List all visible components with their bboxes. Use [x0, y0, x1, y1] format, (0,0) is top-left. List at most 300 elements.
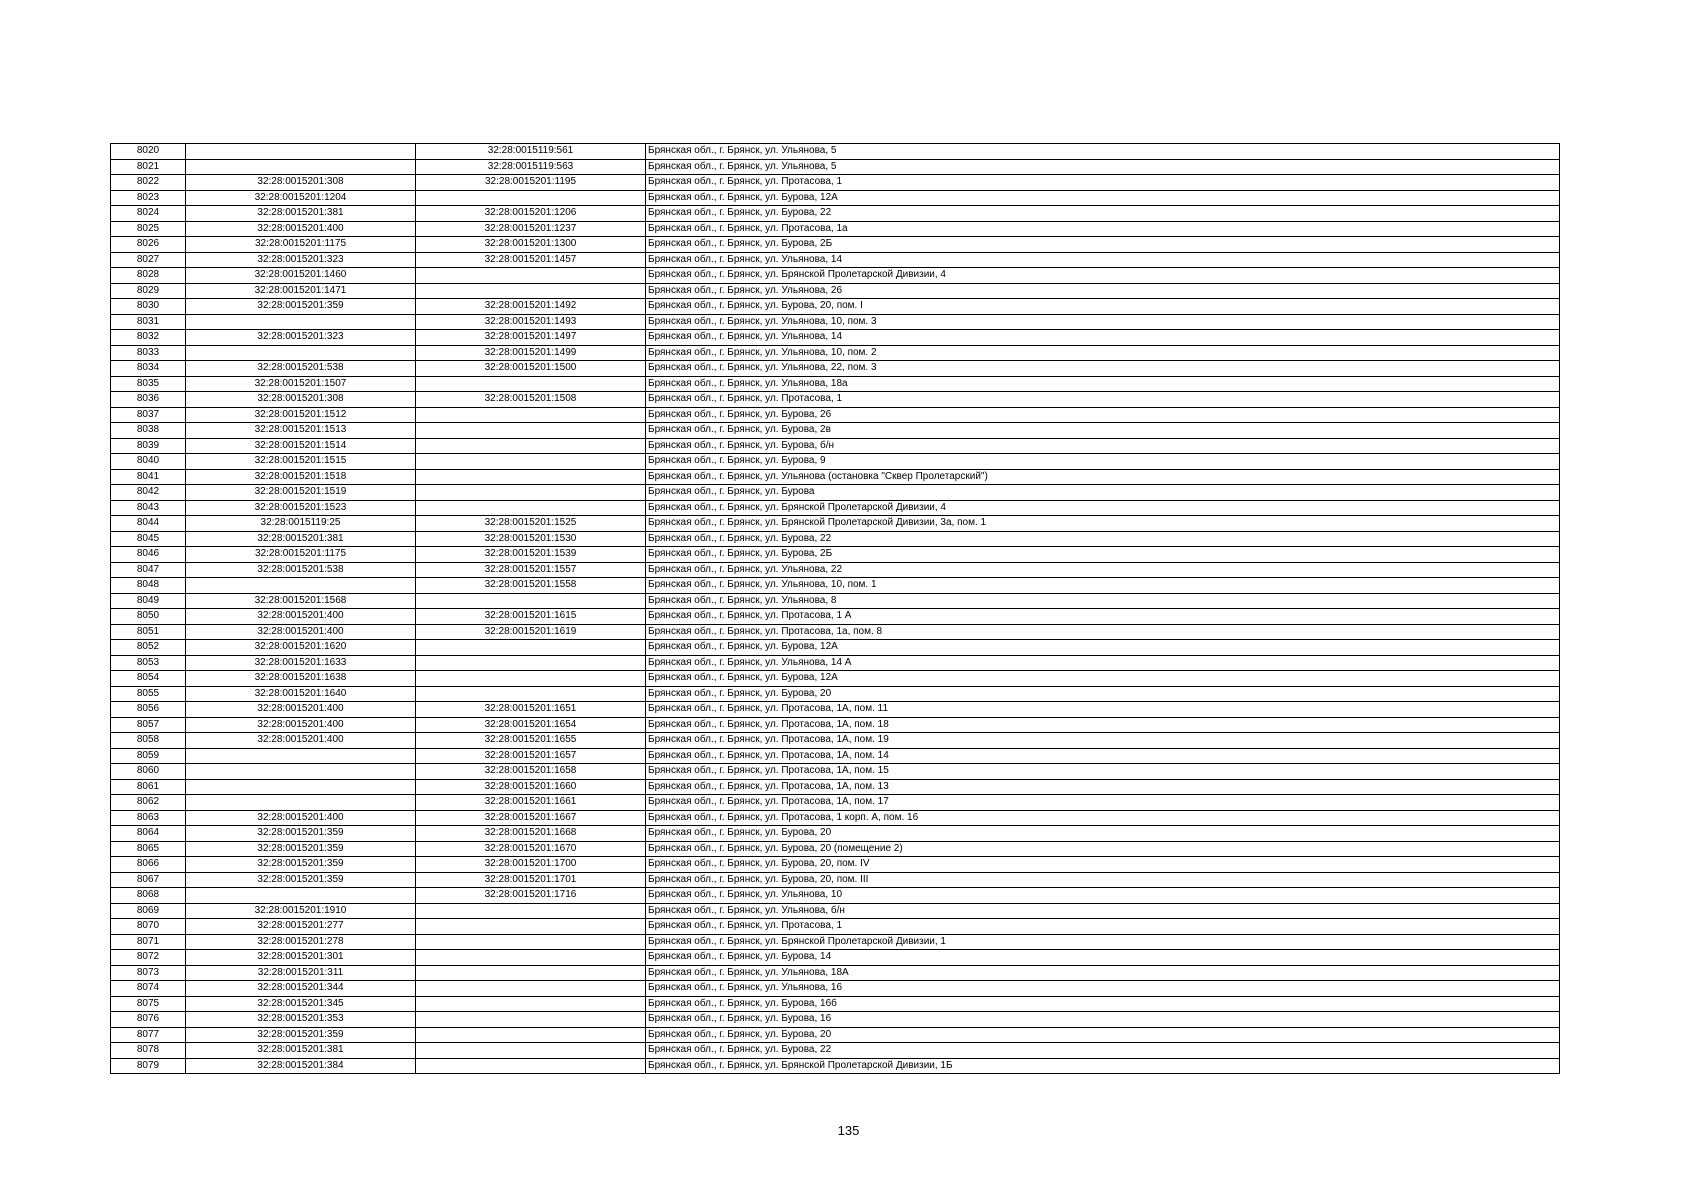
parent-cadastral-number-cell: 32:28:0015119:25 [186, 516, 416, 532]
row-number-cell: 8053 [111, 655, 186, 671]
cadastral-number-cell [416, 283, 646, 299]
table-row [111, 1043, 1560, 1059]
table-row [111, 609, 1560, 625]
table-row [111, 702, 1560, 718]
cadastral-number-cell: 32:28:0015201:1300 [416, 237, 646, 253]
row-number-cell: 8031 [111, 314, 186, 330]
parent-cadastral-number-cell: 32:28:0015201:1507 [186, 376, 416, 392]
address-cell: Брянская обл., г. Брянск, ул. Бурова, 20 [646, 826, 1560, 842]
parent-cadastral-number-cell: 32:28:0015201:1568 [186, 593, 416, 609]
row-number-cell: 8021 [111, 159, 186, 175]
address-cell: Брянская обл., г. Брянск, ул. Бурова, 2в [646, 423, 1560, 439]
address-cell: Брянская обл., г. Брянск, ул. Бурова, 16 [646, 1012, 1560, 1028]
address-cell: Брянская обл., г. Брянск, ул. Ульянова, 10, пом. 2 [646, 345, 1560, 361]
table-row [111, 841, 1560, 857]
parent-cadastral-number-cell [186, 748, 416, 764]
table-row [111, 950, 1560, 966]
cadastral-number-cell: 32:28:0015201:1497 [416, 330, 646, 346]
row-number-cell: 8068 [111, 888, 186, 904]
table-row [111, 376, 1560, 392]
row-number-cell: 8042 [111, 485, 186, 501]
cadastral-number-cell: 32:28:0015201:1557 [416, 562, 646, 578]
cadastral-number-cell: 32:28:0015201:1661 [416, 795, 646, 811]
address-cell: Брянская обл., г. Брянск, ул. Брянской Пролетарской Дивизии, 1Б [646, 1058, 1560, 1074]
address-cell: Брянская обл., г. Брянск, ул. Бурова, 12А [646, 190, 1560, 206]
cadastral-number-cell [416, 655, 646, 671]
parent-cadastral-number-cell: 32:28:0015201:359 [186, 841, 416, 857]
table-row [111, 1012, 1560, 1028]
cadastral-number-cell [416, 376, 646, 392]
row-number-cell: 8051 [111, 624, 186, 640]
row-number-cell: 8032 [111, 330, 186, 346]
parent-cadastral-number-cell: 32:28:0015201:1512 [186, 407, 416, 423]
row-number-cell: 8077 [111, 1027, 186, 1043]
address-cell: Брянская обл., г. Брянск, ул. Бурова, 2Б [646, 547, 1560, 563]
address-cell: Брянская обл., г. Брянск, ул. Брянской Пролетарской Дивизии, 3а, пом. 1 [646, 516, 1560, 532]
table-row [111, 919, 1560, 935]
cadastral-number-cell: 32:28:0015201:1492 [416, 299, 646, 315]
table-row [111, 996, 1560, 1012]
address-cell: Брянская обл., г. Брянск, ул. Бурова, 12А [646, 640, 1560, 656]
registry-table-body [111, 144, 1560, 1074]
parent-cadastral-number-cell: 32:28:0015201:400 [186, 624, 416, 640]
address-cell: Брянская обл., г. Брянск, ул. Ульянова, 18а [646, 376, 1560, 392]
parent-cadastral-number-cell: 32:28:0015201:1523 [186, 500, 416, 516]
row-number-cell: 8064 [111, 826, 186, 842]
cadastral-number-cell: 32:28:0015201:1619 [416, 624, 646, 640]
table-row [111, 857, 1560, 873]
parent-cadastral-number-cell: 32:28:0015201:323 [186, 330, 416, 346]
row-number-cell: 8071 [111, 934, 186, 950]
table-row [111, 562, 1560, 578]
cadastral-number-cell [416, 407, 646, 423]
table-row [111, 407, 1560, 423]
address-cell: Брянская обл., г. Брянск, ул. Ульянова, 5 [646, 159, 1560, 175]
parent-cadastral-number-cell [186, 795, 416, 811]
table-row [111, 717, 1560, 733]
cadastral-number-cell [416, 454, 646, 470]
cadastral-number-cell: 32:28:0015201:1499 [416, 345, 646, 361]
cadastral-number-cell [416, 934, 646, 950]
row-number-cell: 8052 [111, 640, 186, 656]
cadastral-number-cell: 32:28:0015201:1493 [416, 314, 646, 330]
parent-cadastral-number-cell: 32:28:0015201:359 [186, 299, 416, 315]
row-number-cell: 8020 [111, 144, 186, 160]
address-cell: Брянская обл., г. Брянск, ул. Бурова, 26 [646, 407, 1560, 423]
cadastral-number-cell: 32:28:0015201:1237 [416, 221, 646, 237]
cadastral-number-cell [416, 1043, 646, 1059]
cadastral-number-cell [416, 1027, 646, 1043]
cadastral-number-cell [416, 671, 646, 687]
table-row [111, 810, 1560, 826]
cadastral-number-cell: 32:28:0015201:1668 [416, 826, 646, 842]
row-number-cell: 8067 [111, 872, 186, 888]
address-cell: Брянская обл., г. Брянск, ул. Бурова, 16б [646, 996, 1560, 1012]
address-cell: Брянская обл., г. Брянск, ул. Бурова, 22 [646, 1043, 1560, 1059]
cadastral-number-cell: 32:28:0015201:1716 [416, 888, 646, 904]
row-number-cell: 8029 [111, 283, 186, 299]
table-row [111, 733, 1560, 749]
parent-cadastral-number-cell [186, 159, 416, 175]
address-cell: Брянская обл., г. Брянск, ул. Протасова, 1А, пом. 15 [646, 764, 1560, 780]
parent-cadastral-number-cell: 32:28:0015201:400 [186, 221, 416, 237]
table-row [111, 392, 1560, 408]
table-row [111, 221, 1560, 237]
address-cell: Брянская обл., г. Брянск, ул. Протасова, 1 [646, 919, 1560, 935]
cadastral-number-cell [416, 1012, 646, 1028]
row-number-cell: 8055 [111, 686, 186, 702]
table-row [111, 578, 1560, 594]
row-number-cell: 8061 [111, 779, 186, 795]
row-number-cell: 8070 [111, 919, 186, 935]
address-cell: Брянская обл., г. Брянск, ул. Протасова, 1А, пом. 11 [646, 702, 1560, 718]
parent-cadastral-number-cell: 32:28:0015201:359 [186, 826, 416, 842]
parent-cadastral-number-cell [186, 779, 416, 795]
cadastral-number-cell [416, 919, 646, 935]
address-cell: Брянская обл., г. Брянск, ул. Бурова, 20, пом. III [646, 872, 1560, 888]
address-cell: Брянская обл., г. Брянск, ул. Бурова, 20, пом. IV [646, 857, 1560, 873]
table-row [111, 1058, 1560, 1074]
parent-cadastral-number-cell [186, 314, 416, 330]
row-number-cell: 8050 [111, 609, 186, 625]
parent-cadastral-number-cell: 32:28:0015201:400 [186, 609, 416, 625]
row-number-cell: 8030 [111, 299, 186, 315]
cadastral-number-cell: 32:28:0015201:1558 [416, 578, 646, 594]
row-number-cell: 8035 [111, 376, 186, 392]
cadastral-number-cell: 32:28:0015201:1651 [416, 702, 646, 718]
table-row [111, 190, 1560, 206]
address-cell: Брянская обл., г. Брянск, ул. Бурова, 20 [646, 686, 1560, 702]
cadastral-number-cell: 32:28:0015201:1657 [416, 748, 646, 764]
address-cell: Брянская обл., г. Брянск, ул. Ульянова, 8 [646, 593, 1560, 609]
row-number-cell: 8040 [111, 454, 186, 470]
cadastral-number-cell: 32:28:0015119:563 [416, 159, 646, 175]
cadastral-number-cell: 32:28:0015201:1195 [416, 175, 646, 191]
parent-cadastral-number-cell: 32:28:0015201:308 [186, 392, 416, 408]
row-number-cell: 8078 [111, 1043, 186, 1059]
row-number-cell: 8025 [111, 221, 186, 237]
parent-cadastral-number-cell: 32:28:0015201:381 [186, 1043, 416, 1059]
address-cell: Брянская обл., г. Брянск, ул. Ульянова, 14 [646, 330, 1560, 346]
address-cell: Брянская обл., г. Брянск, ул. Ульянова, 22, пом. 3 [646, 361, 1560, 377]
cadastral-number-cell [416, 469, 646, 485]
row-number-cell: 8049 [111, 593, 186, 609]
row-number-cell: 8047 [111, 562, 186, 578]
address-cell: Брянская обл., г. Брянск, ул. Бурова, 20, пом. I [646, 299, 1560, 315]
table-row [111, 314, 1560, 330]
parent-cadastral-number-cell: 32:28:0015201:277 [186, 919, 416, 935]
address-cell: Брянская обл., г. Брянск, ул. Ульянова, 10, пом. 3 [646, 314, 1560, 330]
parent-cadastral-number-cell: 32:28:0015201:345 [186, 996, 416, 1012]
cadastral-number-cell [416, 965, 646, 981]
row-number-cell: 8073 [111, 965, 186, 981]
row-number-cell: 8060 [111, 764, 186, 780]
address-cell: Брянская обл., г. Брянск, ул. Ульянова, б/н [646, 903, 1560, 919]
address-cell: Брянская обл., г. Брянск, ул. Протасова, 1 [646, 392, 1560, 408]
table-row [111, 144, 1560, 160]
parent-cadastral-number-cell: 32:28:0015201:1514 [186, 438, 416, 454]
parent-cadastral-number-cell: 32:28:0015201:1518 [186, 469, 416, 485]
parent-cadastral-number-cell: 32:28:0015201:384 [186, 1058, 416, 1074]
row-number-cell: 8044 [111, 516, 186, 532]
parent-cadastral-number-cell: 32:28:0015201:301 [186, 950, 416, 966]
parent-cadastral-number-cell: 32:28:0015201:400 [186, 717, 416, 733]
table-row [111, 593, 1560, 609]
table-row [111, 1027, 1560, 1043]
address-cell: Брянская обл., г. Брянск, ул. Брянской Пролетарской Дивизии, 4 [646, 268, 1560, 284]
parent-cadastral-number-cell [186, 888, 416, 904]
cadastral-number-cell [416, 996, 646, 1012]
address-cell: Брянская обл., г. Брянск, ул. Бурова, 14 [646, 950, 1560, 966]
cadastral-number-cell: 32:28:0015201:1658 [416, 764, 646, 780]
address-cell: Брянская обл., г. Брянск, ул. Ульянова, 16 [646, 981, 1560, 997]
parent-cadastral-number-cell: 32:28:0015201:1515 [186, 454, 416, 470]
address-cell: Брянская обл., г. Брянск, ул. Бурова, 2Б [646, 237, 1560, 253]
row-number-cell: 8036 [111, 392, 186, 408]
parent-cadastral-number-cell: 32:28:0015201:323 [186, 252, 416, 268]
cadastral-number-cell: 32:28:0015201:1701 [416, 872, 646, 888]
row-number-cell: 8063 [111, 810, 186, 826]
table-row [111, 361, 1560, 377]
parent-cadastral-number-cell: 32:28:0015201:400 [186, 810, 416, 826]
row-number-cell: 8048 [111, 578, 186, 594]
cadastral-number-cell: 32:28:0015201:1615 [416, 609, 646, 625]
row-number-cell: 8027 [111, 252, 186, 268]
table-row [111, 764, 1560, 780]
parent-cadastral-number-cell: 32:28:0015201:1519 [186, 485, 416, 501]
table-row [111, 640, 1560, 656]
row-number-cell: 8045 [111, 531, 186, 547]
table-row [111, 423, 1560, 439]
address-cell: Брянская обл., г. Брянск, ул. Протасова, 1 [646, 175, 1560, 191]
registry-table [110, 143, 1560, 1074]
table-row [111, 655, 1560, 671]
parent-cadastral-number-cell: 32:28:0015201:1638 [186, 671, 416, 687]
parent-cadastral-number-cell: 32:28:0015201:1204 [186, 190, 416, 206]
row-number-cell: 8074 [111, 981, 186, 997]
parent-cadastral-number-cell [186, 345, 416, 361]
parent-cadastral-number-cell: 32:28:0015201:278 [186, 934, 416, 950]
cadastral-number-cell: 32:28:0015201:1654 [416, 717, 646, 733]
cadastral-number-cell: 32:28:0015119:561 [416, 144, 646, 160]
row-number-cell: 8023 [111, 190, 186, 206]
parent-cadastral-number-cell: 32:28:0015201:381 [186, 531, 416, 547]
cadastral-number-cell [416, 438, 646, 454]
table-row [111, 965, 1560, 981]
parent-cadastral-number-cell: 32:28:0015201:1175 [186, 237, 416, 253]
table-row [111, 547, 1560, 563]
table-row [111, 671, 1560, 687]
table-row [111, 469, 1560, 485]
table-row [111, 454, 1560, 470]
parent-cadastral-number-cell: 32:28:0015201:359 [186, 857, 416, 873]
parent-cadastral-number-cell: 32:28:0015201:311 [186, 965, 416, 981]
table-row [111, 283, 1560, 299]
parent-cadastral-number-cell: 32:28:0015201:381 [186, 206, 416, 222]
address-cell: Брянская обл., г. Брянск, ул. Протасова, 1а, пом. 8 [646, 624, 1560, 640]
table-row [111, 268, 1560, 284]
row-number-cell: 8056 [111, 702, 186, 718]
parent-cadastral-number-cell: 32:28:0015201:1460 [186, 268, 416, 284]
table-row [111, 686, 1560, 702]
address-cell: Брянская обл., г. Брянск, ул. Бурова [646, 485, 1560, 501]
row-number-cell: 8033 [111, 345, 186, 361]
row-number-cell: 8075 [111, 996, 186, 1012]
cadastral-number-cell [416, 981, 646, 997]
row-number-cell: 8038 [111, 423, 186, 439]
parent-cadastral-number-cell [186, 764, 416, 780]
address-cell: Брянская обл., г. Брянск, ул. Протасова, 1 корп. А, пом. 16 [646, 810, 1560, 826]
cadastral-number-cell: 32:28:0015201:1525 [416, 516, 646, 532]
table-row [111, 485, 1560, 501]
row-number-cell: 8022 [111, 175, 186, 191]
parent-cadastral-number-cell [186, 578, 416, 594]
address-cell: Брянская обл., г. Брянск, ул. Протасова, 1А, пом. 17 [646, 795, 1560, 811]
address-cell: Брянская обл., г. Брянск, ул. Протасова, 1А, пом. 14 [646, 748, 1560, 764]
row-number-cell: 8043 [111, 500, 186, 516]
table-row [111, 624, 1560, 640]
cadastral-number-cell: 32:28:0015201:1667 [416, 810, 646, 826]
row-number-cell: 8026 [111, 237, 186, 253]
row-number-cell: 8069 [111, 903, 186, 919]
table-row [111, 872, 1560, 888]
address-cell: Брянская обл., г. Брянск, ул. Бурова, 22 [646, 531, 1560, 547]
table-row [111, 237, 1560, 253]
parent-cadastral-number-cell: 32:28:0015201:359 [186, 872, 416, 888]
parent-cadastral-number-cell: 32:28:0015201:400 [186, 733, 416, 749]
cadastral-number-cell: 32:28:0015201:1508 [416, 392, 646, 408]
parent-cadastral-number-cell [186, 144, 416, 160]
row-number-cell: 8066 [111, 857, 186, 873]
parent-cadastral-number-cell: 32:28:0015201:1471 [186, 283, 416, 299]
cadastral-number-cell [416, 593, 646, 609]
table-row [111, 779, 1560, 795]
cadastral-number-cell [416, 903, 646, 919]
row-number-cell: 8062 [111, 795, 186, 811]
table-row [111, 252, 1560, 268]
cadastral-number-cell: 32:28:0015201:1539 [416, 547, 646, 563]
row-number-cell: 8041 [111, 469, 186, 485]
address-cell: Брянская обл., г. Брянск, ул. Бурова, 20 [646, 1027, 1560, 1043]
table-row [111, 516, 1560, 532]
address-cell: Брянская обл., г. Брянск, ул. Брянской Пролетарской Дивизии, 4 [646, 500, 1560, 516]
table-row [111, 500, 1560, 516]
parent-cadastral-number-cell: 32:28:0015201:400 [186, 702, 416, 718]
cadastral-number-cell: 32:28:0015201:1655 [416, 733, 646, 749]
parent-cadastral-number-cell: 32:28:0015201:344 [186, 981, 416, 997]
address-cell: Брянская обл., г. Брянск, ул. Протасова, 1А, пом. 19 [646, 733, 1560, 749]
table-row [111, 175, 1560, 191]
address-cell: Брянская обл., г. Брянск, ул. Протасова, 1А, пом. 18 [646, 717, 1560, 733]
parent-cadastral-number-cell: 32:28:0015201:1640 [186, 686, 416, 702]
row-number-cell: 8024 [111, 206, 186, 222]
cadastral-number-cell: 32:28:0015201:1500 [416, 361, 646, 377]
address-cell: Брянская обл., г. Брянск, ул. Ульянова, 5 [646, 144, 1560, 160]
cadastral-number-cell [416, 485, 646, 501]
row-number-cell: 8046 [111, 547, 186, 563]
parent-cadastral-number-cell: 32:28:0015201:1175 [186, 547, 416, 563]
cadastral-number-cell [416, 686, 646, 702]
row-number-cell: 8028 [111, 268, 186, 284]
cadastral-number-cell: 32:28:0015201:1206 [416, 206, 646, 222]
table-row [111, 981, 1560, 997]
cadastral-number-cell [416, 640, 646, 656]
address-cell: Брянская обл., г. Брянск, ул. Ульянова, 14 [646, 252, 1560, 268]
parent-cadastral-number-cell: 32:28:0015201:1633 [186, 655, 416, 671]
cadastral-number-cell: 32:28:0015201:1457 [416, 252, 646, 268]
table-row [111, 888, 1560, 904]
row-number-cell: 8058 [111, 733, 186, 749]
parent-cadastral-number-cell: 32:28:0015201:538 [186, 562, 416, 578]
parent-cadastral-number-cell: 32:28:0015201:1513 [186, 423, 416, 439]
table-row [111, 159, 1560, 175]
cadastral-number-cell [416, 1058, 646, 1074]
parent-cadastral-number-cell: 32:28:0015201:1620 [186, 640, 416, 656]
page-number: 135 [837, 1123, 860, 1138]
table-row [111, 826, 1560, 842]
address-cell: Брянская обл., г. Брянск, ул. Ульянова, 22 [646, 562, 1560, 578]
address-cell: Брянская обл., г. Брянск, ул. Ульянова, 18А [646, 965, 1560, 981]
address-cell: Брянская обл., г. Брянск, ул. Ульянова, 26 [646, 283, 1560, 299]
table-row [111, 206, 1560, 222]
row-number-cell: 8065 [111, 841, 186, 857]
address-cell: Брянская обл., г. Брянск, ул. Протасова, 1а [646, 221, 1560, 237]
table-row [111, 903, 1560, 919]
table-row [111, 934, 1560, 950]
table-row [111, 345, 1560, 361]
address-cell: Брянская обл., г. Брянск, ул. Ульянова (остановка "Сквер Пролетарский") [646, 469, 1560, 485]
address-cell: Брянская обл., г. Брянск, ул. Ульянова, 10 [646, 888, 1560, 904]
address-cell: Брянская обл., г. Брянск, ул. Протасова, 1 А [646, 609, 1560, 625]
row-number-cell: 8037 [111, 407, 186, 423]
address-cell: Брянская обл., г. Брянск, ул. Ульянова, 10, пом. 1 [646, 578, 1560, 594]
parent-cadastral-number-cell: 32:28:0015201:308 [186, 175, 416, 191]
row-number-cell: 8039 [111, 438, 186, 454]
row-number-cell: 8034 [111, 361, 186, 377]
cadastral-number-cell [416, 268, 646, 284]
table-row [111, 299, 1560, 315]
address-cell: Брянская обл., г. Брянск, ул. Бурова, 22 [646, 206, 1560, 222]
address-cell: Брянская обл., г. Брянск, ул. Бурова, 12А [646, 671, 1560, 687]
row-number-cell: 8076 [111, 1012, 186, 1028]
row-number-cell: 8072 [111, 950, 186, 966]
table-row [111, 531, 1560, 547]
cadastral-number-cell: 32:28:0015201:1530 [416, 531, 646, 547]
table-row [111, 795, 1560, 811]
parent-cadastral-number-cell: 32:28:0015201:359 [186, 1027, 416, 1043]
table-row [111, 748, 1560, 764]
cadastral-number-cell: 32:28:0015201:1700 [416, 857, 646, 873]
cadastral-number-cell: 32:28:0015201:1660 [416, 779, 646, 795]
cadastral-number-cell [416, 190, 646, 206]
address-cell: Брянская обл., г. Брянск, ул. Бурова, б/н [646, 438, 1560, 454]
table-row [111, 438, 1560, 454]
address-cell: Брянская обл., г. Брянск, ул. Бурова, 9 [646, 454, 1560, 470]
parent-cadastral-number-cell: 32:28:0015201:353 [186, 1012, 416, 1028]
row-number-cell: 8054 [111, 671, 186, 687]
row-number-cell: 8057 [111, 717, 186, 733]
cadastral-number-cell [416, 500, 646, 516]
cadastral-number-cell [416, 950, 646, 966]
row-number-cell: 8079 [111, 1058, 186, 1074]
row-number-cell: 8059 [111, 748, 186, 764]
table-row [111, 330, 1560, 346]
cadastral-number-cell: 32:28:0015201:1670 [416, 841, 646, 857]
address-cell: Брянская обл., г. Брянск, ул. Протасова, 1А, пом. 13 [646, 779, 1560, 795]
address-cell: Брянская обл., г. Брянск, ул. Брянской Пролетарской Дивизии, 1 [646, 934, 1560, 950]
parent-cadastral-number-cell: 32:28:0015201:538 [186, 361, 416, 377]
address-cell: Брянская обл., г. Брянск, ул. Бурова, 20 (помещение 2) [646, 841, 1560, 857]
